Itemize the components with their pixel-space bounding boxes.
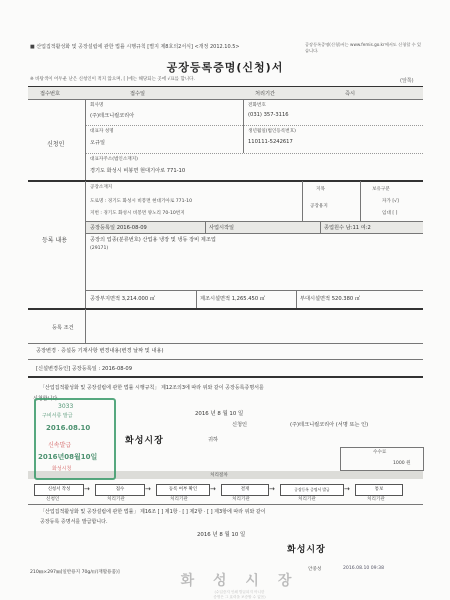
certify-text-1: 「산업집적활성화 및 공장설립에 관한 법률」 제16조 [ ] 제1항 · [ ] 제2항 · [ ] 제3항에 따라 위와 같이 [40, 509, 266, 515]
registration-section-label: 등록 내용 [42, 237, 68, 244]
rule [320, 222, 321, 233]
address-value: 경기도 화성시 비봉면 현대기아로 771-10 [90, 168, 186, 174]
conditions-label: 등록 조건 [52, 325, 74, 331]
rule [28, 359, 423, 360]
rule [360, 181, 361, 221]
rule [85, 99, 86, 180]
regulation-line: ■ 산업집적활성화 및 공장설립에 관한 법률 시행규칙 [별지 제8호의2서식] <개정 2012.10.5> [30, 44, 240, 50]
rule [86, 125, 423, 126]
addressee-mayor: 화성시장 [125, 436, 164, 446]
applicant-section-label: 신청인 [47, 141, 65, 148]
address-label: 대표자주소(법인소재지) [90, 157, 138, 162]
certify-date: 2016 년 8 월 10 일 [197, 532, 246, 538]
stamp-line-2: 구비서류 발급 [42, 413, 73, 419]
phone-value: (031) 357-3116 [248, 112, 289, 118]
lot-address: 지번 : 경기도 화성시 비봉면 양노리 70-10번지 [90, 211, 185, 216]
flow-step-4: 결재 [221, 484, 269, 496]
factory-site-label: 공장용지 [310, 204, 328, 209]
flow-step-5: 공장등록 증명서 발급 [280, 484, 344, 496]
seal-sub-2: 증명은 그 효력을 보증할 수 없음) [213, 595, 266, 599]
representative-value: 오규일 [90, 140, 106, 146]
receipt-stamp [34, 398, 116, 480]
flow-sub-5: 처리기관 [298, 497, 316, 502]
rule [28, 504, 423, 505]
arrow-right-icon: → [269, 485, 275, 493]
rule [85, 181, 86, 308]
request-text-1: 「산업집적활성화 및 공장설립에 관한 법률 시행규칙」 제12조의3에 따라 위와 같이 공장등록증명서를 [40, 385, 264, 391]
official-seal [172, 570, 307, 598]
receipt-date-label: 접수일 [130, 91, 146, 97]
stamp-line-6: 화성시청 [52, 466, 72, 472]
auxiliary-area: 부대시설면적 520.380 ㎡ [300, 296, 361, 302]
employee-count: 종업원수 남:11 여:2 [324, 225, 371, 231]
receipt-no-label: 접수번호 [40, 91, 61, 97]
flow-sub-1: 신청인 [46, 497, 60, 502]
rule [28, 343, 423, 344]
arrow-right-icon: → [84, 485, 90, 493]
lease-checkbox: 임대 [ ] [382, 211, 398, 216]
rule [28, 376, 423, 378]
registration-date: 공장등록일 2016-08-09 [90, 225, 147, 231]
industry-type: 공장의 업종(분류번호) 산업용 냉장 및 냉동 장비 제조업 [90, 237, 216, 243]
request-date: 2016 년 8 월 10 일 [195, 411, 244, 417]
online-note: 공장등록증명(신청)서는 www.femis.go.kr에서도 신청할 수 있습니다. [305, 42, 422, 53]
page-side-label: (앞쪽) [400, 78, 414, 84]
paper-size-note: 210㎜×297㎜[일반용지 70g/㎡(재활용품)] [30, 570, 120, 575]
verification-label: 안중성 [308, 567, 322, 572]
road-address: 도로명 : 경기도 화성시 비봉면 현대기아로 771-10 [90, 199, 193, 204]
stamp-line-4: 신속발급 [48, 442, 72, 449]
phone-label: 전화번호 [248, 103, 266, 108]
new-registration: [신설변경등인] 공장등록일 : 2016-08-09 [36, 366, 133, 372]
rule [86, 233, 423, 234]
rule [28, 99, 423, 100]
stamp-line-1: 3033 [58, 403, 74, 410]
industry-code: (29171) [90, 246, 109, 251]
zoning-label: 지목 [316, 187, 325, 192]
applicant-sign-label: 신청인 [232, 422, 248, 428]
processing-period-value: 즉시 [345, 91, 356, 97]
flow-step-3: 등록 여부 확인 [156, 484, 210, 496]
rule [205, 222, 206, 233]
issuer-mayor: 화성시장 [287, 545, 326, 555]
stamp-line-3: 2016.08.10 [46, 424, 91, 432]
flow-title: 처리절차 [210, 473, 228, 478]
flow-sub-6: 처리기관 [367, 497, 385, 502]
fee-label: 수수료 [373, 450, 387, 455]
applicant-sign-value: (주)테크니컬코리아 (서명 또는 인) [290, 422, 369, 428]
verification-value: 2016.08.10 09:38 [343, 566, 385, 571]
arrow-right-icon: → [145, 485, 151, 493]
birth-value: 110111-5242617 [248, 139, 293, 145]
rule [86, 153, 423, 154]
rule [196, 291, 197, 308]
rule [86, 290, 423, 291]
rule [296, 291, 297, 308]
flow-sub-2: 처리기관 [107, 497, 125, 502]
birth-label: 생년월일(법인등록번호) [248, 129, 296, 134]
usage-label: 보유구분 [372, 187, 390, 192]
representative-label: 대표자 성명 [90, 129, 114, 134]
request-text-2: 신청합니다. [33, 396, 59, 402]
notice-text: ※ 바탕색이 어두운 난은 신청인이 적지 않으며, [ ]에는 해당되는 곳에 √표를 합니다. [30, 77, 195, 82]
manufacturing-area: 제조시설면적 1,265.450 ㎡ [200, 296, 265, 302]
rule [28, 308, 423, 310]
processing-period-label: 처리기간 [255, 91, 276, 97]
receipt-row-bg [28, 87, 423, 99]
flow-sub-3: 처리기관 [170, 497, 188, 502]
business-start-label: 사업시작일 [209, 225, 235, 231]
flow-sub-4: 처리기관 [232, 497, 250, 502]
company-label: 회사명 [90, 103, 104, 108]
rule [28, 180, 423, 182]
rule [302, 181, 303, 221]
fee-value: 1000 원 [393, 461, 411, 466]
company-value: (주)테크니컬코리아 [90, 113, 135, 119]
seal-sub-1: (수입증지 인쇄 발급되지 아니한 [214, 590, 265, 594]
flow-step-6: 통보 [355, 484, 403, 496]
certify-text-2: 공장등록 증명서를 발급합니다. [40, 519, 108, 525]
form-title: 공장등록증명(신청)서 [166, 61, 284, 74]
site-area: 공장부지면적 3,214.000 ㎡ [90, 296, 155, 302]
rule [243, 99, 244, 153]
arrow-right-icon: → [210, 485, 216, 493]
flow-step-2: 접수 [95, 484, 145, 496]
owned-checkbox: 자가 [√] [382, 199, 399, 204]
factory-address-label: 공장소재지 [90, 185, 113, 190]
arrow-right-icon: → [344, 485, 350, 493]
seal-text: 화 성 시 장 [180, 573, 299, 589]
flow-step-1: 신청서 작성 [34, 484, 84, 496]
changes-label: 공장변경 · 증설등 기재사항 변경내용(변경 날짜 및 내용) [36, 348, 164, 354]
stamp-line-5: 2016년08월10일 [38, 453, 98, 461]
addressee-suffix: 귀하 [208, 437, 219, 443]
rule [85, 309, 86, 343]
